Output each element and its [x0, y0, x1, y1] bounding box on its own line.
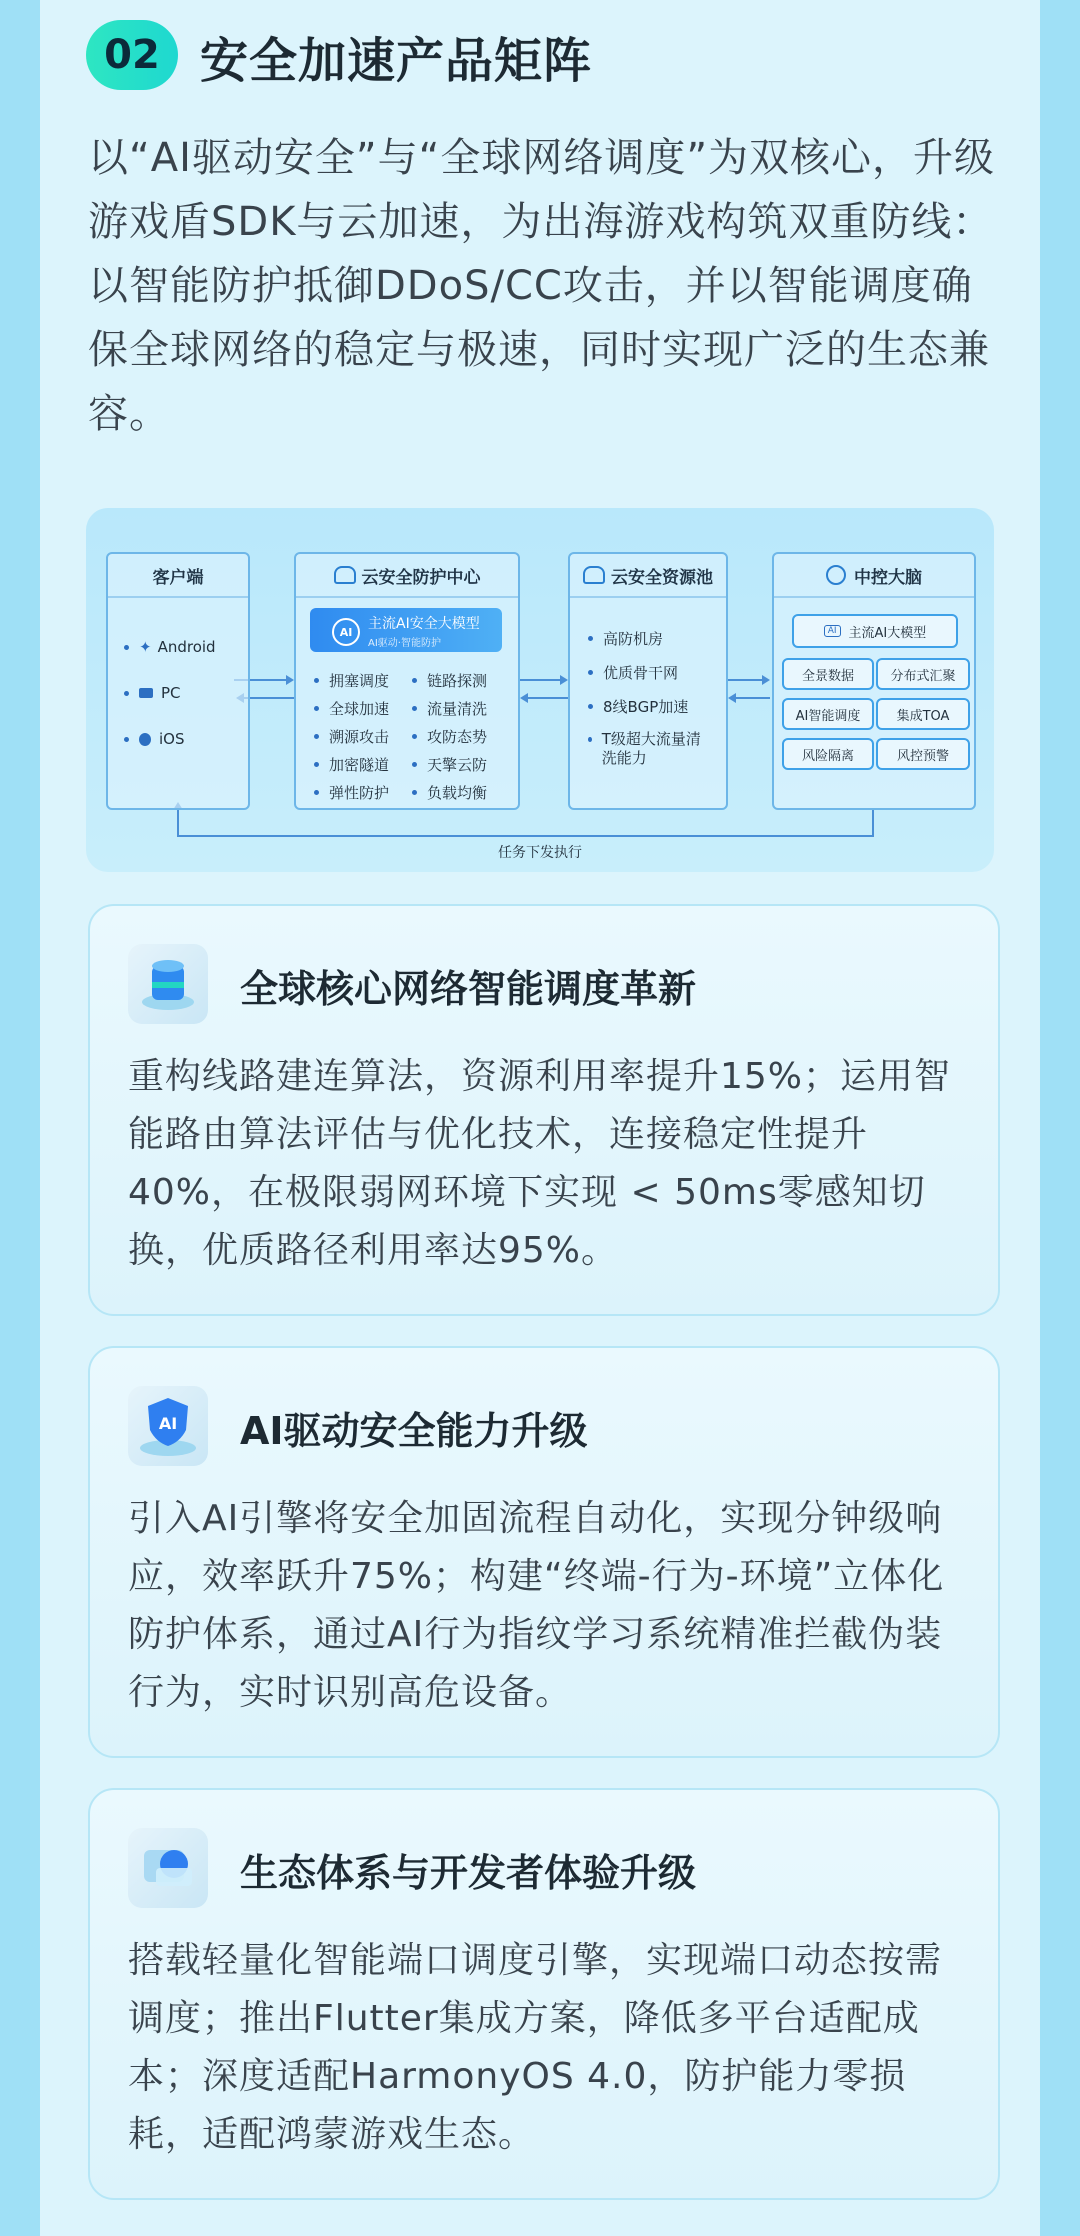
card-text: 重构线路建连算法，资源利用率提升15%；运用智能路由算法评估与优化技术，连接稳定性提升40%，在极限弱网环境下实现 < 50ms零感知切换，优质路径利用率达95%。: [128, 1056, 952, 1271]
card-title: AI驱动安全能力升级: [240, 1409, 588, 1453]
defense-item: 弹性防护: [314, 782, 389, 803]
defense-item: 攻防态势: [412, 726, 487, 747]
defense-item: 链路探测: [412, 670, 487, 691]
ai-shield-icon: [128, 1386, 208, 1466]
pool-item: 高防机房: [588, 628, 663, 649]
brain-icon: [826, 565, 846, 585]
defense-item: 拥塞调度: [314, 670, 389, 691]
brain-cell: 集成TOA: [876, 698, 970, 730]
card-title: 全球核心网络智能调度革新: [240, 967, 697, 1011]
ai-badge-icon: AI: [332, 618, 360, 646]
section-title: 安全加速产品矩阵: [200, 33, 593, 89]
brain-model-pill: AI 主流AI大模型: [792, 614, 958, 648]
android-icon: ✦: [139, 638, 152, 656]
architecture-diagram: [86, 508, 994, 872]
pool-item: T级超大流量清洗能力: [588, 730, 708, 768]
client-item-ios: iOS: [124, 730, 185, 748]
brain-cell: 全景数据: [782, 658, 874, 690]
ai-model-subtitle: AI驱动·智能防护: [368, 638, 441, 649]
client-box: [106, 552, 250, 810]
ai-model-banner: [310, 608, 502, 652]
card-text: 引入AI引擎将安全加固流程自动化，实现分钟级响应，效率跃升75%；构建“终端-行为-环境”立体化防护体系，通过AI行为指纹学习系统精准拦截伪装行为，实时识别高危设备。: [128, 1498, 945, 1713]
control-brain-box: [772, 552, 976, 810]
card-text: 搭载轻量化智能端口调度引擎，实现端口动态按需调度；推出Flutter集成方案，降低多平台适配成本；深度适配HarmonyOS 4.0，防护能力零损耗，适配鸿蒙游戏生态。: [128, 1940, 943, 2155]
ai-model-title: 主流AI安全大模型: [368, 616, 480, 632]
resource-pool-header: [570, 554, 726, 598]
pool-item: 8线BGP加速: [588, 696, 688, 717]
cloud-icon: [583, 566, 605, 584]
svg-text:AI: AI: [158, 1414, 178, 1433]
defense-item: 溯源攻击: [314, 726, 389, 747]
resource-pool-box: [568, 552, 728, 810]
client-title: 客户端: [108, 554, 248, 598]
defense-item: 加密隧道: [314, 754, 389, 775]
control-brain-header: [774, 554, 974, 598]
feature-card-ecosystem: [88, 1788, 1000, 2200]
defense-item: 负载均衡: [412, 782, 487, 803]
section-number-badge: 02: [86, 20, 178, 90]
defense-center-title: 云安全防护中心: [361, 567, 481, 588]
ecosystem-icon: [128, 1828, 208, 1908]
client-item-pc: PC: [124, 684, 181, 702]
ai-chip-icon: AI: [824, 625, 841, 637]
brain-cell: 风险隔离: [782, 738, 874, 770]
section-intro: 以“AI驱动安全”与“全球网络调度”为双核心，升级游戏盾SDK与云加速，为出海游戏构筑双重防线：以智能防护抵御DDoS/CC攻击，并以智能调度确保全球网络的稳定与极速，同时实现广泛的生态兼容。: [88, 135, 996, 437]
resource-pool-title: 云安全资源池: [611, 567, 713, 588]
defense-item: 天擎云防: [412, 754, 487, 775]
client-item-android: ✦ Android: [124, 638, 216, 656]
brain-cell: AI智能调度: [782, 698, 874, 730]
brain-cell: 风控预警: [876, 738, 970, 770]
control-brain-title: 中控大脑: [854, 567, 922, 588]
loop-label: 任务下发执行: [498, 845, 582, 861]
card-title: 生态体系与开发者体验升级: [240, 1851, 697, 1895]
defense-center-header: [296, 554, 518, 598]
apple-icon: [139, 733, 151, 746]
cloud-icon: [334, 566, 356, 584]
defense-center-box: [294, 552, 520, 810]
brain-cell: 分布式汇聚: [876, 658, 970, 690]
database-icon: [128, 944, 208, 1024]
defense-item: 流量清洗: [412, 698, 487, 719]
feature-card-ai-security: [88, 1346, 1000, 1758]
pool-item: 优质骨干网: [588, 662, 678, 683]
defense-item: 全球加速: [314, 698, 389, 719]
feature-card-network: [88, 904, 1000, 1316]
monitor-icon: [139, 688, 153, 698]
